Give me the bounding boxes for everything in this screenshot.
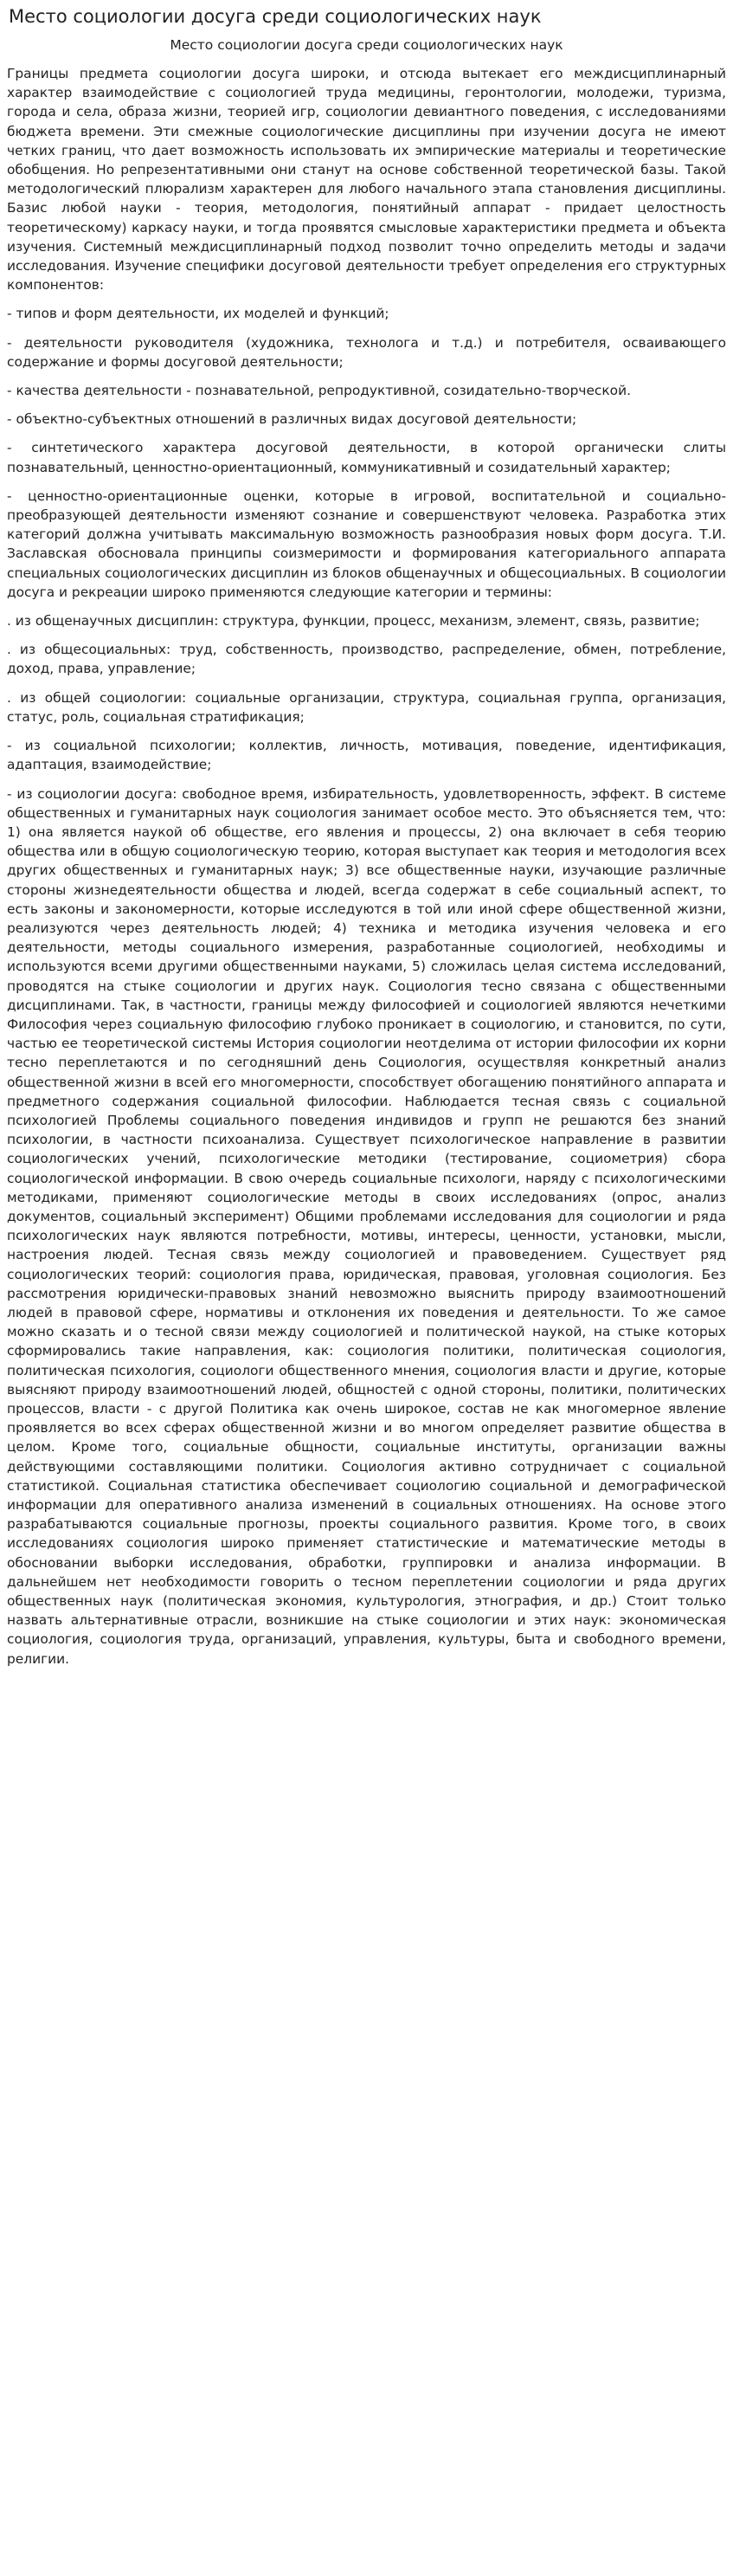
paragraph-main: - из социологии досуга: свободное время, избирательность, удовлетворенность, эффект. В системе общественных и гуманитарных наук социология занимает особое место. Это объясняется тем, что: 1) она является наукой об обществе, его явления и процессы, 2) она включает в себя теорию общества или в общую социологическую теорию, которая выступает как теория и методология всех других общественных и гуманитарных наук; 3) все общественные науки, изучающие различные стороны жизнедеятельности общества и людей, всегда содержат в себе социальный аспект, то есть законы и закономерности, которые исследуются в той или иной сфере общественной жизни, реализуются через деятельность людей; 4) техника и методика изучения человека и его деятельности, методы социального измерения, разработанные социологией, необходимы и используются всеми другими общественными науками, 5) сложилась целая система исследований, проводятся на стыке социологии и других наук. Социология тесно связана с общественными дисциплинами. Так, в частности, границы между философией и социологией являются нечеткими Философия через социальную философию глубоко проникает в социологию, и становится, по сути, частью ее теоретической системы История социологии неотделима от истории философии их корни тесно переплетаются и по сегодняшний день Социология, осуществляя конкретный анализ общественной жизни в всей его многомерности, способствует обогащению понятийного аппарата и предметного содержания социальной философии. Наблюдается тесная связь с социальной психологией Проблемы социального поведения индивидов и групп не решаются без знаний психологии, в частности психоанализа. Существует психологическое направление в развитии социологических учений, психологические методики (тестирование, социометрия) сбора социологической информации. В свою очередь социальные психологи, наряду с психологическими методиками, применяют социологические методы в своих исследованиях (опрос, анализ документов, социальный эксперимент) Общими проблемами исследования для социологии и ряда психологических наук являются потребности, мотивы, интересы, ценности, установки, мысли, настроения людей. Тесная связь между социологией и правоведением. Существует ряд социологических теорий: социология права, юридическая, правовая, уголовная социология. Без рассмотрения юридически-правовых знаний невозможно выяснить природу взаимоотношений людей в правовой сфере, нормативы и отклонения их поведения и деятельности. То же самое можно сказать и о тесной связи между социологией и политической наукой, на стыке которых сформировались такие направления, как: социология политики, политическая социология, политическая психология, социологи общественного мнения, социология власти и другие, которые выясняют природу взаимоотношений людей, общностей с одной стороны, политики, политических процессов, власти - с другой Политика как очень широкое, состав не как многомерное явление проявляется во всех сферах общественной жизни и во многом определяет развитие общества в целом. Кроме того, социальные общности, социальные институты, организации важны действующими составляющими политики. Социология активно сотрудничает с социальной статистикой. Социальная статистика обеспечивает социологию социальной и демографической информации для оперативного анализа изменений в социальных отношениях. На основе этого разрабатываются социальные прогнозы, проекты социального развития. Кроме того, в своих исследованиях социология широко применяет статистические и математические методы в обосновании выборки исследования, обработки, группировки и анализа информации. В дальнейшем нет необходимости говорить о тесном переплетении социологии и ряда других общественных наук (политическая экономия, культурология, этнография, и др.) Стоит только назвать альтернативные отрасли, возникшие на стыке социологии и этих наук: экономическая социология, социология труда, организаций, управления, культуры, быта и свободного времени, религии.	[7, 785, 726, 1667]
list-item: - объектно-субъектных отношений в различных видах досуговой деятельности;	[7, 411, 577, 428]
list-item: . из общей социологии: социальные организации, структура, социальная группа, организация, статус, роль, социальная стратификация;	[7, 689, 726, 725]
document-body	[7, 64, 726, 1669]
list-item: - синтетического характера досуговой деятельности, в которой органически слиты познавательный, ценностно-ориентационный, коммуникативный и созидательный характер;	[7, 440, 726, 475]
list-item: - деятельности руководителя (художника, технолога и т.д.) и потребителя, осваивающего содержание и формы досуговой деятельности;	[7, 334, 726, 370]
list-item: . из общенаучных дисциплин: структура, функции, процесс, механизм, элемент, связь, развитие;	[7, 613, 700, 629]
list-item: . из общесоциальных: труд, собственность, производство, распределение, обмен, потребление, доход, права, управление;	[7, 642, 726, 677]
list-item: - ценностно-ориентационные оценки, которые в игровой, воспитательной и социально-преобразующей деятельности изменяют сознание и совершенствуют человека. Разработка этих категорий должна учитывать максимальную возможность разнообразия новых форм досуга. Т.И. Заславская обосновала принципы соизмеримости и формирования категориального аппарата специальных социологических дисциплин из блоков общенаучных и общесоциальных. В социологии досуга и рекреации широко применяются следующие категории и термины:	[7, 487, 726, 600]
paragraph-intro: Границы предмета социологии досуга широки, и отсюда вытекает его междисциплинарный характер взаимодействие с социологией труда медицины, геронтологии, молодежи, туризма, города и села, образа жизни, теорией игр, социологии девиантного поведения, с исследованиями бюджета времени. Эти смежные социологические дисциплины при изучении досуга не имеют четких границ, что дает возможность использовать их эмпирические материалы и теоретические обобщения. Но репрезентативными они станут на основе собственной теоретической базы. Такой методологический плюрализм характерен для любого начального этапа становления дисциплины. Базис любой науки - теория, методология, понятийный аппарат - придает целостность теоретическому) каркасу науки, и тогда проявятся смысловые характеристики предмета и объекта изучения. Системный междисциплинарный подход позволит точно определить методы и задачи исследования. Изучение специфики досуговой деятельности требует определения его структурных компонентов:	[7, 66, 726, 294]
page-subtitle: Место социологии досуга среди социологических наук	[170, 37, 563, 53]
list-item: - из социальной психологии; коллектив, личность, мотивация, поведение, идентификация, адаптация, взаимодействие;	[7, 738, 726, 773]
page-title: Место социологии досуга среди социологических наук	[9, 6, 542, 27]
list-item: - качества деятельности - познавательной, репродуктивной, созидательно-творческой.	[7, 383, 631, 399]
list-item: - типов и форм деятельности, их моделей и функций;	[7, 306, 389, 322]
